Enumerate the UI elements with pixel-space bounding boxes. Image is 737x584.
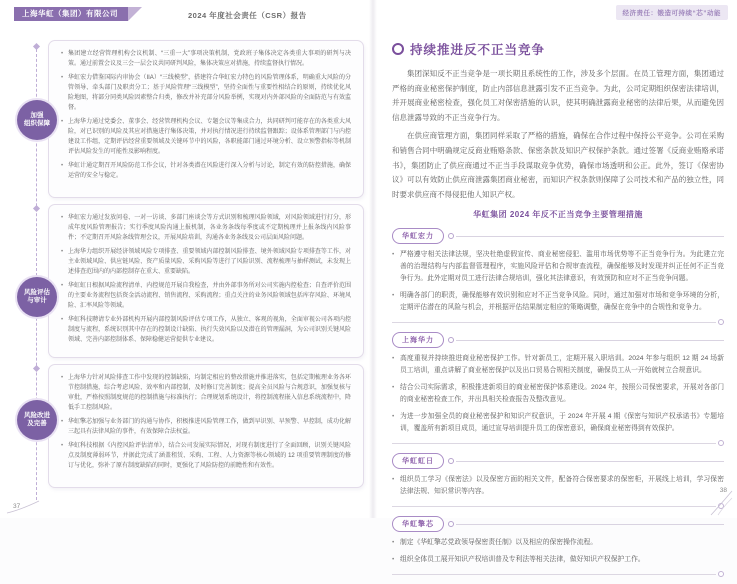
bullet-item: • 华虹宏力借鉴国际内审协会（IIA）“三线模型”，搭建符合华虹宏力特色的风险管理体系，明确重大风险的分管领导、牵头部门及职责分工；基于风险管理“三线模型”，坚持全面性与重要性相结合的原则，持续优化风险地图，将部分同类风险因素整合归类，修改并补充部分风险举例，实现对内外部风险的全面防范与有效监督。 — [61, 73, 351, 113]
bullet-item: • 华虹擎芯加强与业务部门的沟通与协作，积极推进风险管理工作，做到早识别、早预警、早控制，成功化解三起具有法律风险的事件，有效保障合法权益。 — [61, 417, 351, 437]
measure-section-hlmc — [392, 332, 724, 446]
page-gutter — [369, 0, 377, 518]
bullet-item: • 上海华力组织开展经济领域风险专项排查、重要领域内部控制风险排查、境外领域风险专项排查等工作，对主业领域风险、供应链风险、资产质量风险、采购风险等进行了风险识别、流程梳理与抽样测试，未发现上述排查范围内的内部控制存在重大、重要缺陷。 — [61, 247, 351, 277]
company-pill: 华虹宏力 — [392, 228, 444, 244]
section-rule — [392, 440, 724, 446]
bullet-item: • 华虹科技聘请专业外部机构开展内部控制风险评估专项工作，从独立、客观的视角，全面审视公司各项内控制度与流程，系统识别其中存在的控制设计缺陷、执行失效风险以及潜在的管理漏洞，为公司识别关键风险领域、完善内部控制体系、保障稳健运营提供专业建议。 — [61, 315, 351, 345]
group-label-improvement — [17, 400, 57, 440]
bullet-item: • 华虹科技根据《内控风险评估清单》，结合公司发展实际情况，对现有制度进行了全面回顾，识别关键风险点及制度薄弱环节，并据此完成了涵盖租赁、采购、工程、人力资源等核心领域的 12 项重要管理制度的修订与优化，弥补了原有制度缺陷的同时，更强化了风险防控的前瞻性和有效性。 — [61, 441, 351, 471]
group-label-assessment — [17, 277, 57, 317]
bullet-item: • 严格遵守相关法律法规，坚决杜绝虚假宣传、商业秘密侵犯、滥用市场优势等不正当竞争行为。为此建立完善的治理结构与内部监督管理程序，实施风险评估和合规审查流程，确保能够及时发现并纠正任何不正当竞争行为。此外定期对员工进行法律合规培训，强化其法律意识，有效预防和应对不正当竞争问题。 — [392, 249, 724, 285]
group-label-line: 与审计 — [27, 297, 47, 304]
measures-subtitle: 华虹集团 2024 年反不正当竞争主要管理措施 — [473, 210, 643, 220]
company-pill: 华虹虹日 — [392, 453, 444, 469]
section-title-text: 持续推进反不正当竞争 — [410, 43, 546, 57]
bullet-item: • 华虹虹日根据风险流程清单、内控规范开展自我检查，并由外部事务所对公司实施内控检查；自查评价范围的主要业务流程包括资金活动流程、销售流程、采购流程；重点关注的业务风险领域包括库存风险、环境风险、汇率风险等领域。 — [61, 281, 351, 311]
group-box-improvement — [48, 364, 364, 488]
report-title: 2024 年度社会责任（CSR）报告 — [188, 11, 307, 20]
timeline-diamond-icon — [32, 365, 39, 372]
measure-section-hhgrace — [392, 228, 724, 325]
timeline-diamond-icon — [32, 205, 39, 212]
group-label-line: 及完善 — [27, 420, 47, 427]
group-label-line: 组织保障 — [24, 120, 50, 127]
measure-section-qingxin — [392, 516, 724, 577]
page-number-right: 38 — [719, 487, 727, 494]
bullet-item: • 华虹计通定期召开风险防范工作会议，针对各类潜在风险进行深入分析与讨论，制定有效的防控措施，确保运营的安全与稳定。 — [61, 161, 351, 181]
rule-end-dot-icon — [718, 319, 724, 325]
connector-line — [456, 340, 724, 341]
company-badge: 上海华虹（集团）有限公司 — [14, 7, 128, 21]
bullet-item: • 集团建立经营管理机构会议机制、“三重一大”事项决策机制，党政班子集体决定各类重大事项的研判与决策。通过前置会议及三会一层会议共同研判风险，集体决策应对措施，持续监督执行情况。 — [61, 49, 351, 69]
connector-line — [456, 461, 724, 462]
bullet-item: • 制定《华虹擎芯党政领导保密责任制》以及相应的保密操作流程。 — [392, 537, 724, 549]
section-rule — [392, 319, 724, 325]
group-label-line: 加强 — [30, 111, 44, 119]
ring-icon — [392, 43, 404, 55]
group-label-organization — [17, 100, 57, 140]
timeline-diamond-icon — [32, 43, 39, 50]
measure-section-hongri — [392, 453, 724, 509]
corner-flourish — [693, 490, 733, 516]
section-title — [392, 40, 724, 58]
bullet-item: • 华虹宏力通过发放问卷、一对一访谈、多部门座谈会等方式识别和梳理风险领域，对风险领域进行打分，形成年度风险管理报告；实行季度风险沟通上报机制，各业务条线每季度或不定期梳理并上报条线内风险事件；不定期召开风险条线管理会议，开展风险培训，沟通各业务条线及公司层面风险问题。 — [61, 213, 351, 243]
connector-dot-icon — [448, 337, 454, 343]
paragraph: 集团深知反不正当竞争是一项长期且系统性的工作，涉及多个层面。在员工管理方面，集团通过严格的商业秘密保护制度，防止内部信息泄露引发不正当竞争。为此，公司定期组织保密法律培训，并开展商业秘密检查，强化员工对保密措施的认识，使其明确泄露商业秘密的法律后果，从而避免因信息泄露导致的不正当竞争行为。 — [392, 69, 724, 122]
bullet-item: • 组织员工学习《保密法》以及保密方面的相关文件，配备符合保密要求的保密柜，开展线上培训，学习保密法律法规、知识常识等内容。 — [392, 474, 724, 498]
group-box-organization — [48, 40, 364, 198]
section-rule — [392, 503, 724, 509]
bullet-item: • 上海华力针对风险排查工作中发现的控制缺陷，均制定相应的整改措施并推进落实，包括定期梳理业务各环节控制措施，综合考虑风险、效率和内部控制，及时修订完善制度；提高全员风险与合规意识，加强复核与审批，严格按照制度规范的控制措施与标准执行；合理规划系统设计，将控制流程嵌入信息系统流程中，降低手工控制风险。 — [61, 373, 351, 413]
section-rule — [392, 571, 724, 577]
page-number-left: 37 — [13, 503, 21, 510]
connector-line — [456, 236, 724, 237]
chapter-tag: 经济责任：锻造可持续“芯”动能 — [616, 5, 729, 20]
bullet-item: • 高度重视并持续推进商业秘密保护工作。针对新员工，定期开展入职培训。2024 年参与组织 12 期 24 场新员工培训，重点讲解了商业秘密保护以及出口贸易合规相关制度，确保员工从一开始就树立合规意识。 — [392, 353, 724, 377]
group-box-assessment — [48, 204, 364, 358]
bullet-item: • 为进一步加强全员的商业秘密保护和知识产权意识，于 2024 年开展 4 期《保密与知识产权承诺书》专题培训，覆盖所有新项目成员，通过宣导培训提升员工的保密意识，确保商业秘密得到有效保护。 — [392, 411, 724, 435]
connector-line — [456, 524, 724, 525]
bullet-item: • 结合公司实际需求，积极推进新项目的商业秘密保护体系建设。2024 年，按照公司保密要求，开展对各部门的商业秘密检查工作，并出具相关检查报告及整改意见。 — [392, 382, 724, 406]
rule-end-dot-icon — [718, 440, 724, 446]
corner-flourish — [6, 500, 40, 514]
company-pill: 上海华力 — [392, 332, 444, 348]
rule-end-dot-icon — [718, 571, 724, 577]
group-label-line: 风险改进 — [24, 411, 50, 419]
bullet-item: • 明确各部门的职责，确保能够有效识别和应对不正当竞争风险。同时，通过加强对市场和竞争环境的分析，定期评估潜在的风险与机会，并根据评估结果制定相应的策略调整，确保在竞争中的合规性和竞争力。 — [392, 290, 724, 314]
bullet-item: • 上海华力通过党委会、董事会、经营管理机构会议、专题会议等集成合力，共同研判可能存在的各类重大风险，对已识别的风险及其应对措施进行集体决策，并对执行情况进行持续监督跟踪；设体系管理部门与内控建设工作组，定期评估经营重要领域及关键环节中的风险，各职能部门通过环境分析、设立预警指标等机制评估风险发生的可能性及影响程度。 — [61, 117, 351, 157]
company-pill: 华虹擎芯 — [392, 516, 444, 532]
connector-dot-icon — [448, 233, 454, 239]
connector-dot-icon — [448, 458, 454, 464]
paragraph: 在供应商管理方面，集团同样采取了严格的措施，确保在合作过程中保持公平竞争。公司在采购和销售合同中明确规定反商业贿赂条款、保密条款及知识产权保护条款。通过签署《反商业贿赂承诺书》，集团防止了供应商通过不正当手段谋取竞争优势，确保市场透明和公正。此外，签订《保密协议》可以有效防止供应商泄露集团商业秘密，而知识产权条款则保障了公司技术和产品的独立性，同时要求供应商不得侵犯他人知识产权。 — [392, 131, 724, 199]
bullet-item: • 组织全体员工展开知识产权培训普及专利法等相关法律，做好知识产权保护工作。 — [392, 554, 724, 566]
connector-dot-icon — [448, 521, 454, 527]
group-label-line: 风险评估 — [24, 288, 50, 296]
